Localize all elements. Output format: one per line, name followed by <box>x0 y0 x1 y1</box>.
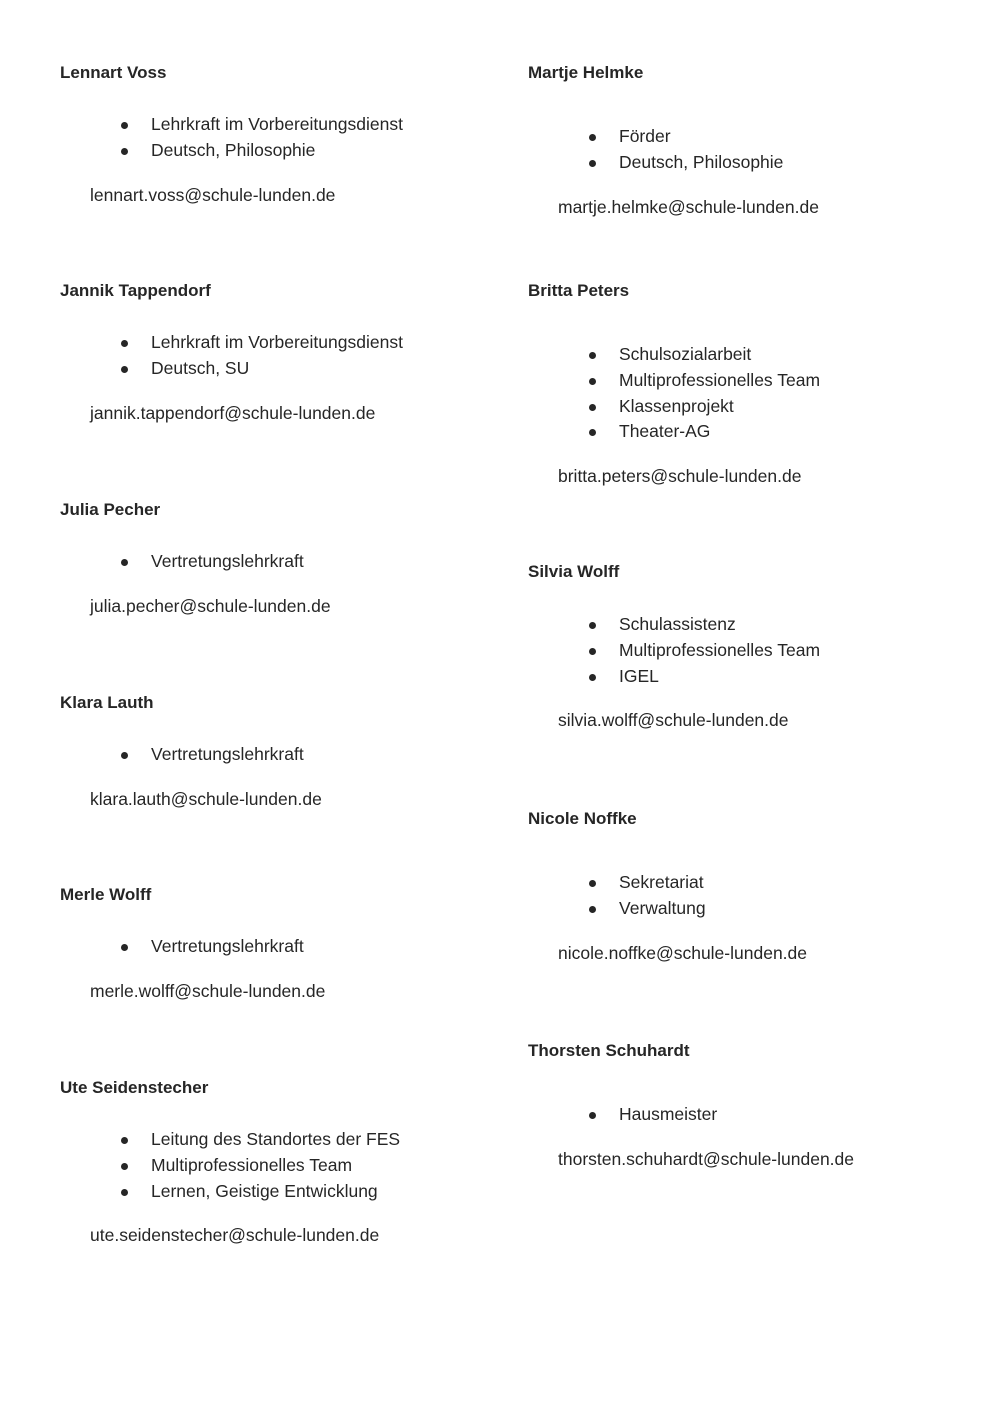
role-label: Schulsozialarbeit <box>619 344 752 364</box>
role-list <box>60 934 500 960</box>
staff-entry <box>60 885 500 1002</box>
role-item <box>528 150 968 176</box>
bullet-icon <box>589 1112 596 1119</box>
email-address[interactable]: nicole.noffke@schule-lunden.de <box>558 942 807 963</box>
bullet-icon <box>121 1189 128 1196</box>
role-list <box>528 1102 968 1128</box>
role-list <box>60 1127 500 1204</box>
role-item <box>60 330 500 356</box>
staff-name: Martje Helmke <box>528 63 644 82</box>
staff-name: Silvia Wolff <box>528 562 620 581</box>
role-label: Klassenprojekt <box>619 395 734 416</box>
role-label: Deutsch, Philosophie <box>619 151 784 172</box>
role-list <box>60 549 500 575</box>
staff-name: Jannik Tappendorf <box>60 281 211 300</box>
bullet-icon <box>121 122 128 129</box>
bullet-icon <box>589 134 596 141</box>
role-label: Theater-AG <box>619 421 711 442</box>
bullet-icon <box>121 752 128 759</box>
role-label: Vertretungslehrkraft <box>151 744 304 764</box>
role-label: Verwaltung <box>619 897 706 918</box>
role-item <box>528 1102 968 1128</box>
staff-entry <box>60 500 500 617</box>
email-address[interactable]: silvia.wolff@schule-lunden.de <box>558 710 789 731</box>
email-address[interactable]: jannik.tappendorf@schule-lunden.de <box>90 402 376 423</box>
staff-entry <box>60 693 500 810</box>
staff-entry <box>528 281 968 487</box>
role-label: Deutsch, Philosophie <box>151 139 316 160</box>
role-list <box>528 870 968 922</box>
bullet-icon <box>121 1137 128 1144</box>
role-item <box>60 1127 500 1153</box>
role-label: Deutsch, SU <box>151 357 250 378</box>
role-item <box>528 394 968 420</box>
role-item <box>528 896 968 922</box>
role-item <box>60 934 500 960</box>
role-label: Leitung des Standortes der FES <box>151 1129 401 1149</box>
role-label: Lehrkraft im Vorbereitungsdienst <box>151 114 403 134</box>
role-label: Multiprofessionelles Team <box>619 369 821 390</box>
bullet-icon <box>589 160 596 167</box>
staff-name: Julia Pecher <box>60 500 161 519</box>
email-address[interactable]: ute.seidenstecher@schule-lunden.de <box>90 1225 380 1246</box>
bullet-icon <box>121 1163 128 1170</box>
role-item <box>528 342 968 368</box>
bullet-icon <box>589 378 596 385</box>
role-item <box>60 742 500 768</box>
role-item <box>528 664 968 690</box>
role-item <box>528 870 968 896</box>
bullet-icon <box>589 352 596 359</box>
role-item <box>528 368 968 394</box>
role-item <box>60 138 500 164</box>
staff-name: Lennart Voss <box>60 63 167 82</box>
bullet-icon <box>589 906 596 913</box>
staff-name: Britta Peters <box>528 281 630 300</box>
email-address[interactable]: klara.lauth@schule-lunden.de <box>90 788 322 809</box>
bullet-icon <box>589 404 596 411</box>
staff-entry <box>528 1041 968 1170</box>
staff-entry <box>60 281 500 424</box>
role-label: Sekretariat <box>619 872 704 892</box>
role-label: Vertretungslehrkraft <box>151 936 304 956</box>
email-address[interactable]: britta.peters@schule-lunden.de <box>558 466 802 487</box>
staff-name: Klara Lauth <box>60 693 154 712</box>
bullet-icon <box>121 559 128 566</box>
email-address[interactable]: martje.helmke@schule-lunden.de <box>558 196 819 217</box>
staff-name: Merle Wolff <box>60 885 152 904</box>
bullet-icon <box>589 622 596 629</box>
staff-name: Nicole Noffke <box>528 809 637 828</box>
email-address[interactable]: julia.pecher@schule-lunden.de <box>90 595 331 616</box>
role-list <box>60 742 500 768</box>
email-address[interactable]: thorsten.schuhardt@schule-lunden.de <box>558 1148 855 1169</box>
role-item <box>60 1179 500 1205</box>
role-list <box>60 112 500 164</box>
bullet-icon <box>589 429 596 436</box>
role-label: Multiprofessionelles Team <box>151 1154 353 1175</box>
role-label: Vertretungslehrkraft <box>151 551 304 571</box>
role-item <box>528 419 968 445</box>
bullet-icon <box>589 880 596 887</box>
role-list <box>528 342 968 445</box>
bullet-icon <box>121 340 128 347</box>
role-label: Lehrkraft im Vorbereitungsdienst <box>151 332 403 352</box>
staff-entry <box>528 809 968 964</box>
role-label: Schulassistenz <box>619 614 736 634</box>
bullet-icon <box>121 366 128 373</box>
role-item <box>528 612 968 638</box>
role-item <box>60 112 500 138</box>
bullet-icon <box>589 674 596 681</box>
staff-entry <box>60 1078 500 1246</box>
bullet-icon <box>121 944 128 951</box>
role-item <box>528 124 968 150</box>
staff-name: Ute Seidenstecher <box>60 1078 209 1097</box>
role-item <box>60 549 500 575</box>
staff-entry <box>528 562 968 731</box>
role-list <box>528 612 968 689</box>
email-address[interactable]: merle.wolff@schule-lunden.de <box>90 980 326 1001</box>
role-label: Multiprofessionelles Team <box>619 639 821 660</box>
bullet-icon <box>589 648 596 655</box>
role-label: Lernen, Geistige Entwicklung <box>151 1180 378 1201</box>
role-item <box>60 1153 500 1179</box>
role-label: IGEL <box>619 665 659 686</box>
role-label: Förder <box>619 126 671 146</box>
role-label: Hausmeister <box>619 1104 718 1124</box>
role-list <box>528 124 968 176</box>
role-item <box>60 356 500 382</box>
bullet-icon <box>121 148 128 155</box>
staff-entry <box>60 63 500 206</box>
role-item <box>528 638 968 664</box>
email-address[interactable]: lennart.voss@schule-lunden.de <box>90 184 336 205</box>
staff-entry <box>528 63 968 218</box>
staff-name: Thorsten Schuhardt <box>528 1041 690 1060</box>
role-list <box>60 330 500 382</box>
